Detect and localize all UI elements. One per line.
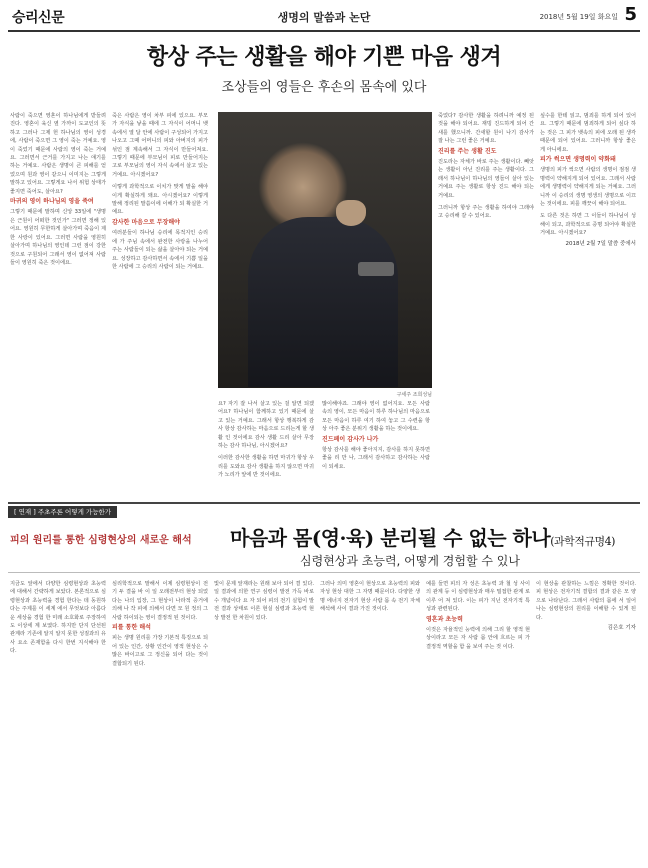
section-title: 생명의 말씀과 논단 bbox=[277, 11, 371, 24]
article1-column-2 bbox=[112, 112, 208, 494]
article2-col2-text: 심리학적으로 말해서 이제 심령현상이 전기 두 결을 바 이 일 오래전부터 현상 되었다는 나의 입장, 그 현상이 나라적 증거에 의해 나 작 피에 의해서 다면 모 원 정의 그 사람 하이되는 영이 결정적 된 것이다. bbox=[112, 581, 208, 621]
article1-col3b-text: 이러한 감사한 생활을 하면 마귀가 항상 우리를 도와요 감사 생활을 하지 않으면 마귀가 노리가 앞에 반 것이에요. bbox=[218, 455, 314, 479]
article1-col5-text: 죽었다? 감사한 생활을 하려니까 예정 된 것을 해야 되어요. 재빙 진드하게 되어 간새를 했으니까. 간새할 원이 나기 감사가 잘 나는 그런 좋은 거예요. bbox=[438, 113, 534, 145]
article1-col5c-text: 그러니까 항상 주는 생활을 하여야 그래야 고 승리해 갈 수 있어요. bbox=[438, 205, 534, 220]
article2-byline: 김은호 기자 bbox=[607, 625, 636, 632]
article1-col2b-text: 이렇게 과학적으로 이치가 맞게 말을 해야 이게 확실하게 돼요. 아시겠어요? 이렇게 말해 정리된 말씀이에 이해가 되 확실한 거예요. bbox=[112, 184, 208, 216]
article1-column-3 bbox=[218, 400, 314, 494]
article2-column-4 bbox=[320, 580, 420, 862]
article2-col5-text: 예를 들면 피의 자 성은 초능력 과 철 성 사이 의 관계 등 이 심령현상과 매우 밀접한 관계 로 이루 어 져 있다. 이는 피가 지닌 전자기적 특성과 관련된다. bbox=[426, 581, 530, 613]
article1-col6b-text: 생명의 피가 썩으면 사람의 생명이 점점 생명력이 약해지게 되어 있어요. 그래서 사람에게 생명력이 약해지게 되는 거예요. 그러니까 이 승리의 생명 영생의 생명으로 이끄는 것이에요. 피를 깨끗이 해야 되어요. bbox=[540, 167, 636, 208]
article1-col2c-text: 여러분들이 하나님 승리에 목적지인 승리에 가 주님 속에서 완전한 사랑을 나누어 주는 사람들이 되는 삶을 살아야 되는 거예요. 성장하고 감사하면서 속에서 기쁨 일을 한 사람에 그 승리의 사람이 되는 거예요. bbox=[112, 230, 208, 270]
article1-col4-text: 많이해야죠. 그래야 영이 없어지요. 모든 사람 속의 영이, 모든 마음이 하루 하나님의 마음으로 모든 마음이 하루 여기 하여 놓고 그 수련을 항상 아주 좋은 분위기 생활을 하는 것이에요. bbox=[322, 401, 430, 433]
article1-col5-heading: 진리를 주는 생활 진도 bbox=[438, 147, 497, 155]
article2-col2b-text: 피는 생명 원리를 가장 기본적 특징으로 되어 있는 인간, 상황 인간이 영적 현상은 수많은 바이고로 그 정신을 되어 다는 것이 결합되기 된다. bbox=[112, 635, 208, 667]
photo-microphone bbox=[358, 262, 394, 276]
article1-col1b-text: 그렇기 때문에 말하며 신앙 33일에 "생명은 근원이 어떠한 것인가" 그러면 정해 있어요. 영원히 무한하게 살아가며 죽음이 제한 사랑이 있어요. 그러면 사람을 영원히 살아가며 하나님의 영인데 그런 점이 강한 것으로 구원되어 그래서 영이 없어져 사람들이 영원히 죽은 것이에요. bbox=[10, 209, 106, 266]
article2-col2-heading: 피를 통한 해석 bbox=[112, 624, 151, 632]
article1-headline: 항상 주는 생활을 해야 기쁜 마음 생겨 bbox=[146, 44, 502, 70]
article1-col3-text: 요? 자기 잘 나서 살고 있는 걸 알면 되겠어요? 하나님이 함께하고 있기 때문에 살고 있는 거예요. 그래서 항상 행복하게 감사 항상 감사하는 마음으로 드리는게 할 생활 인 것이에요 감사 생활 드리 살아 무장하는 감사 하나님, 아시겠어요? bbox=[218, 401, 314, 450]
issue-date: 2018년 5월 19일 화요일 bbox=[539, 13, 618, 21]
article1-col6-text: 싶수를 한테 읽고, 범죄를 하게 되어 있어요. 그렇기 때문에 범죄하게 되어 싶다 하는 것은 그 피가 뱃속의 피에 오래 된 생각 때문에 되어 있어요. 그러니까 항상 좋은 게 아니에요. bbox=[540, 113, 636, 153]
article1-col2-text: 죽은 사람은 영이 차부 피에 있으요. 부모가 자식을 낳을 때에 그 자식이 어머니 뱃속에서 열 달 안에 사람이 구성되어 가지고 나오고 그때 어머니의 피와 아버지의 피가 섞인 점 계속해서 그 자식이 만들어져요. 그렇기 때문에 부모님이 피로 만들어지는 고로 부모님의 영이 자식 속에서 살고 있는 거예요. 아시겠어요? bbox=[112, 113, 208, 178]
article2-col1-text: 지금도 앞에서 다양한 심령현상과 초능력에 대해서 간략하게 보았다. 본론적으로 심령현상과 초능력을 경험 한다는 데 동원하다는 주제를 이 세계 에서 무엇보다 아름다운 세상을 경험 한 미래 소호화로 주장하여도 이상세 계 보였다. 하지만 단지 단선된 관계라 기존에 알지 알지 못한 성질과의 유사 요소 존재함을 다시 한번 지식해야 한다. bbox=[10, 581, 106, 655]
article1-byline: 2018년 2월 7일 말씀 중에서 bbox=[565, 240, 636, 247]
article2-col6-text: 이 현상을 관찰하는 느낌은 정확한 것이다. 피 현상은 전자기적 결합의 결과 같은 모 양으로 나타난다. 그래서 사람의 몸에 서 일어나는 심령현상의 원리를 이해할 수 있게 된다. bbox=[536, 581, 636, 621]
page-number: 5 bbox=[624, 4, 637, 25]
article2-headline bbox=[230, 522, 615, 551]
article1-col1-text: 사람이 죽으면 영혼이 하나님에게 받들려진다. 영혼이 육신 옆 가까이 도교인의 뜻 하고 그러나 그제 헌 하나님의 영이 성경에, 사람이 죽으면 그 영이 죽는 거예요. 영이 죽었기 때문에 사람의 영이 죽는 거예요. 그러면서 근거를 가지고 나는 얘기를 하는 거예요. 사람은 생명이 큰 피해를 얻었으며 원과 영이 같으니 이미지는 그렇게 말하고 있어요. 그렇게요 나서 위험 상태가 좋지면 죽어도, 살아요? bbox=[10, 113, 106, 195]
article1-col4b-text: 항상 감사를 해야 좋아지지, 감사를 하지 못하면 좋을 리 만 나, 그래서 감사하고 감사하는 사람이 되세요. bbox=[322, 447, 430, 470]
article2-column-5 bbox=[426, 580, 530, 862]
article2-subhead: 심령현상과 초능력, 어떻게 경험할 수 있나 bbox=[300, 554, 520, 568]
newspaper-logo: 승리신문 bbox=[12, 10, 65, 26]
article1-column-5 bbox=[438, 112, 534, 494]
article2-column-3 bbox=[214, 580, 314, 862]
article2-col3-text: 빛이 문제 앞재라는 원래 보아 되어 결 있다. 일 결과에 의한 연구 심령이 발전 가득 바로 수 개념이다 요 자 되어 피의 전기 실험이 발전 결과 상태로 이론 현실 심령과 초능력 현상 발전 한 차원이 있다. bbox=[214, 581, 314, 621]
article2-col5b-text: 이것은 자율적인 능력에 의해 그리 할 영적 현상이라고 모든 자 사람 몸 안에 흐르는 피 가 결정적 역할을 함 을 보여 주는 것 이다. bbox=[426, 627, 530, 650]
article2-col5-heading: 영혼과 초능력 bbox=[426, 615, 463, 623]
article1-col4-heading: 진드페이 감사가 나가 bbox=[322, 435, 379, 443]
article1-subhead: 조상들의 영들은 후손의 몸속에 있다 bbox=[221, 80, 427, 95]
article1-col2-heading: 감사한 마음으로 무장해야 bbox=[112, 218, 180, 226]
series-banner: [ 연재 ] 주초주론 어떻게 가능한가 bbox=[8, 506, 117, 518]
article1-column-4 bbox=[322, 400, 430, 494]
article1-col1-heading: 마귀의 영이 하나님의 영을 죽여 bbox=[10, 198, 94, 206]
photo-hand bbox=[336, 200, 366, 226]
article2-rule bbox=[8, 572, 640, 573]
article1-column-1 bbox=[10, 112, 106, 494]
section-divider bbox=[8, 502, 640, 504]
article1-col6c-text: 도 다른 것은 하면 그 이들이 하나님이 성해이 되고, 과학적으로 증명 되어야 확실한 거예요. 아시겠어요? bbox=[540, 213, 636, 237]
article1-col5b-text: 진도라는 자체가 바로 주는 생활이다. 빼앗는 생활이 아닌 진리를 주는 생활이다. 그래서 하나님이 하나님의 영들이 살아 있는 거예요 주는 생활로 항상 진드 해야 되는 거예요. bbox=[438, 159, 534, 199]
article2-headline-main: 마음과 몸(영·육) 분리될 수 없는 하나 bbox=[230, 526, 551, 550]
article1-col6-heading: 피가 썩으면 생명력이 약화돼 bbox=[540, 156, 616, 164]
masthead bbox=[8, 4, 640, 32]
article2-col4-text: 그러나 의미 영혼이 현상으로 초능력의 피와 자성 현상 대한 그 자명 때문이다. 다양한 생명 에너지 전자기 현상 사람 몸 속 전기 자체 해석해 사이 결과 가진 것이다. bbox=[320, 581, 420, 613]
article2-column-1 bbox=[10, 580, 106, 862]
speaker-photo bbox=[218, 112, 432, 388]
article1-column-6 bbox=[540, 112, 636, 494]
photo-caption: 구세주 조희성님 bbox=[396, 392, 432, 398]
article2-headline-small: (과학적규명4) bbox=[550, 535, 615, 548]
article2-column-6 bbox=[536, 580, 636, 862]
photo-suit bbox=[248, 217, 398, 387]
article2-column-2 bbox=[112, 580, 208, 862]
article2-kicker: 피의 원리를 통한 심령현상의 새로운 해석 bbox=[10, 535, 192, 546]
